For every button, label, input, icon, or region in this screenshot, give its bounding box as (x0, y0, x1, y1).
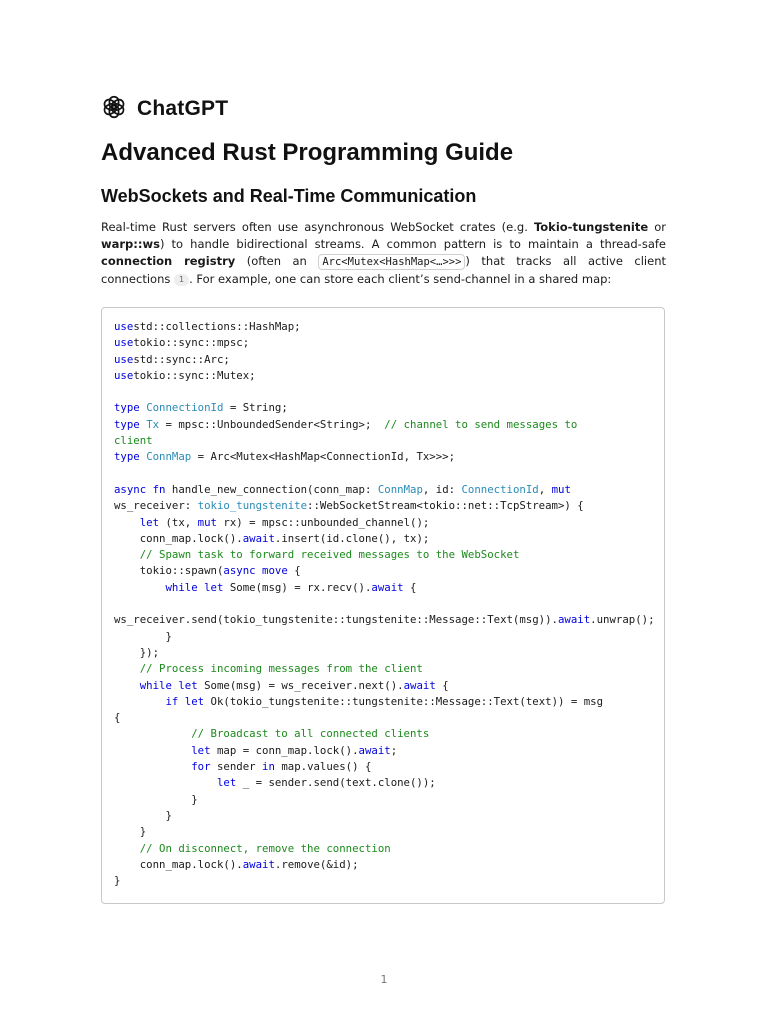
keyword-token: use (114, 368, 134, 382)
text-run: Real-time Rust servers often use asynchronous WebSocket crates (e.g. (101, 220, 534, 234)
code-line (114, 858, 359, 871)
code-line (114, 418, 577, 431)
code-line (114, 336, 249, 349)
code-token: .unwrap(); (590, 613, 655, 627)
code-line (114, 353, 230, 366)
type-token: tokio_tungstenite (197, 499, 308, 513)
code-line (114, 613, 655, 626)
code-line (114, 401, 288, 414)
keyword-token: let (216, 776, 237, 790)
code-token: .remove(&id); (274, 857, 359, 871)
code-token (114, 727, 191, 740)
code-token: map.values() { (274, 760, 372, 774)
code-token: { (114, 711, 121, 725)
keyword-token: if (165, 694, 179, 708)
code-token: tokio::spawn( (114, 564, 224, 578)
code-token: rx) = mpsc::unbounded_channel(); (216, 515, 430, 529)
keyword-token: let (139, 515, 160, 529)
code-token: handle_new_connection(conn_map: (165, 482, 378, 496)
keyword-token: fn (152, 482, 166, 496)
brand-header (101, 94, 228, 124)
code-token (114, 679, 140, 692)
code-token: = mpsc::UnboundedSender<String>; (159, 417, 385, 431)
code-line (114, 516, 429, 529)
keyword-token: mut (551, 482, 571, 496)
code-line (114, 825, 146, 838)
code-line (114, 548, 519, 561)
code-token: = String; (223, 401, 288, 415)
text-run: or (648, 220, 666, 234)
code-token: tokio::sync::mpsc; (133, 336, 250, 350)
code-token: } (114, 629, 172, 643)
keyword-token: async (223, 564, 256, 578)
code-line (114, 630, 172, 643)
code-token (114, 695, 165, 708)
code-token: Ok(tokio_tungstenite::tungstenite::Message::Text(text)) = msg (204, 694, 604, 708)
code-token: , (538, 482, 552, 496)
brand-name: ChatGPT (137, 97, 229, 120)
code-token: std::sync::Arc; (133, 352, 230, 366)
keyword-token: let (178, 678, 198, 692)
code-content (114, 319, 655, 889)
code-token: { (403, 580, 417, 594)
type-token: ConnMap (146, 450, 192, 464)
section-heading: WebSockets and Real-Time Communication (101, 186, 477, 206)
code-token: } (114, 792, 198, 806)
code-token: }); (114, 645, 160, 659)
code-token: ws_receiver.send(tokio_tungstenite::tungstenite::Message::Text(msg)). (114, 613, 558, 627)
code-token: { (435, 678, 449, 692)
comment-token: // channel to send messages to (384, 417, 578, 431)
document-title: Advanced Rust Programming Guide (101, 139, 514, 166)
code-line (114, 662, 423, 675)
code-token: } (114, 825, 147, 839)
keyword-token: mut (197, 515, 217, 529)
code-token: Some(msg) = rx.recv(). (223, 580, 372, 594)
code-token: .insert(id.clone(), tx); (274, 531, 430, 545)
code-line (114, 793, 198, 806)
code-line (114, 727, 429, 740)
keyword-token: let (184, 694, 205, 708)
code-token: } (114, 874, 121, 888)
code-line (114, 434, 153, 447)
code-token: = Arc<Mutex<HashMap<ConnectionId, Tx>>>; (191, 450, 456, 464)
type-token: ConnectionId (461, 482, 539, 496)
code-line (114, 744, 397, 757)
code-token: } (114, 808, 172, 822)
comment-token: // On disconnect, remove the connection (139, 841, 391, 855)
keyword-token: use (114, 320, 134, 333)
keyword-token: await (403, 678, 436, 692)
code-line (114, 809, 172, 822)
code-line (114, 760, 371, 773)
keyword-token: await (557, 613, 591, 627)
code-line (114, 842, 391, 855)
code-token: map = conn_map.lock(). (210, 743, 359, 757)
code-token: ::WebSocketStream<tokio::net::TcpStream>) { (307, 499, 584, 513)
comment-token: client (114, 434, 153, 448)
code-line (114, 483, 571, 496)
code-line (114, 320, 301, 333)
keyword-token: while (165, 580, 198, 594)
comment-token: // Process incoming messages from the client (139, 662, 423, 676)
keyword-token: for (191, 760, 211, 774)
keyword-token: await (242, 531, 275, 545)
code-token: , id: (422, 482, 462, 496)
keyword-token: move (262, 564, 288, 578)
keyword-token: let (191, 743, 211, 757)
code-line (114, 369, 256, 382)
code-token (114, 842, 140, 855)
keyword-token: type (114, 401, 140, 415)
code-line (114, 450, 455, 463)
code-token (114, 776, 217, 789)
code-line (114, 695, 603, 708)
inline-code: Arc<Mutex<HashMap<…>>> (318, 254, 465, 270)
openai-logo-icon (101, 94, 127, 124)
keyword-token: async (114, 482, 147, 496)
text-run: ) that tracks all active client connections (101, 254, 667, 286)
code-line (114, 874, 120, 887)
code-line (114, 679, 449, 692)
code-line (114, 776, 436, 789)
code-block (101, 307, 665, 904)
code-line (114, 581, 416, 594)
keyword-token: while (139, 678, 172, 692)
code-token: { (287, 564, 301, 578)
code-token (114, 516, 140, 529)
comment-token: // Broadcast to all connected clients (191, 727, 430, 741)
code-token (114, 760, 191, 773)
code-token (114, 744, 191, 757)
text-run: (often an (235, 254, 319, 268)
keyword-token: await (242, 857, 275, 871)
keyword-token: type (114, 417, 140, 431)
code-token: ws_receiver: (114, 499, 198, 513)
code-token: conn_map.lock(). (114, 531, 243, 545)
code-token: Some(msg) = ws_receiver.next(). (197, 678, 404, 692)
code-token: conn_map.lock(). (114, 857, 243, 871)
code-token: ; (390, 743, 398, 757)
keyword-token: let (204, 580, 224, 594)
code-token: (tx, (159, 515, 198, 529)
keyword-token: use (114, 352, 134, 366)
intro-paragraph (101, 219, 666, 288)
page-number: 1 (380, 973, 388, 986)
code-token: sender (210, 760, 263, 774)
keyword-token: type (114, 450, 140, 464)
text-run: ) to handle bidirectional streams. A common pattern is to maintain a thread-safe (159, 237, 666, 251)
code-line (114, 532, 429, 545)
code-token (114, 548, 140, 561)
text-run: . For example, one can store each client’s send-channel in a shared map: (189, 272, 612, 286)
code-token: tokio::sync::Mutex; (133, 368, 256, 382)
code-token (114, 581, 165, 594)
code-token (114, 662, 140, 675)
code-line (114, 564, 301, 577)
bold-term: Tokio-tungstenite (533, 220, 649, 234)
keyword-token: in (262, 760, 275, 774)
bold-term: warp::ws (101, 237, 160, 251)
type-token: ConnMap (377, 482, 423, 496)
keyword-token: await (371, 580, 404, 594)
code-line (114, 499, 584, 512)
code-line (114, 646, 159, 659)
keyword-token: await (358, 743, 391, 757)
citation-badge[interactable]: 1 (174, 274, 189, 286)
comment-token: // Spawn task to forward received messages to the WebSocket (139, 548, 520, 562)
type-token: ConnectionId (146, 401, 224, 415)
code-line (114, 711, 120, 724)
keyword-token: use (114, 336, 134, 350)
bold-term: connection registry (101, 254, 236, 268)
type-token: Tx (146, 417, 160, 431)
code-token: std::collections::HashMap; (133, 320, 301, 333)
code-token: _ = sender.send(text.clone()); (236, 776, 436, 790)
